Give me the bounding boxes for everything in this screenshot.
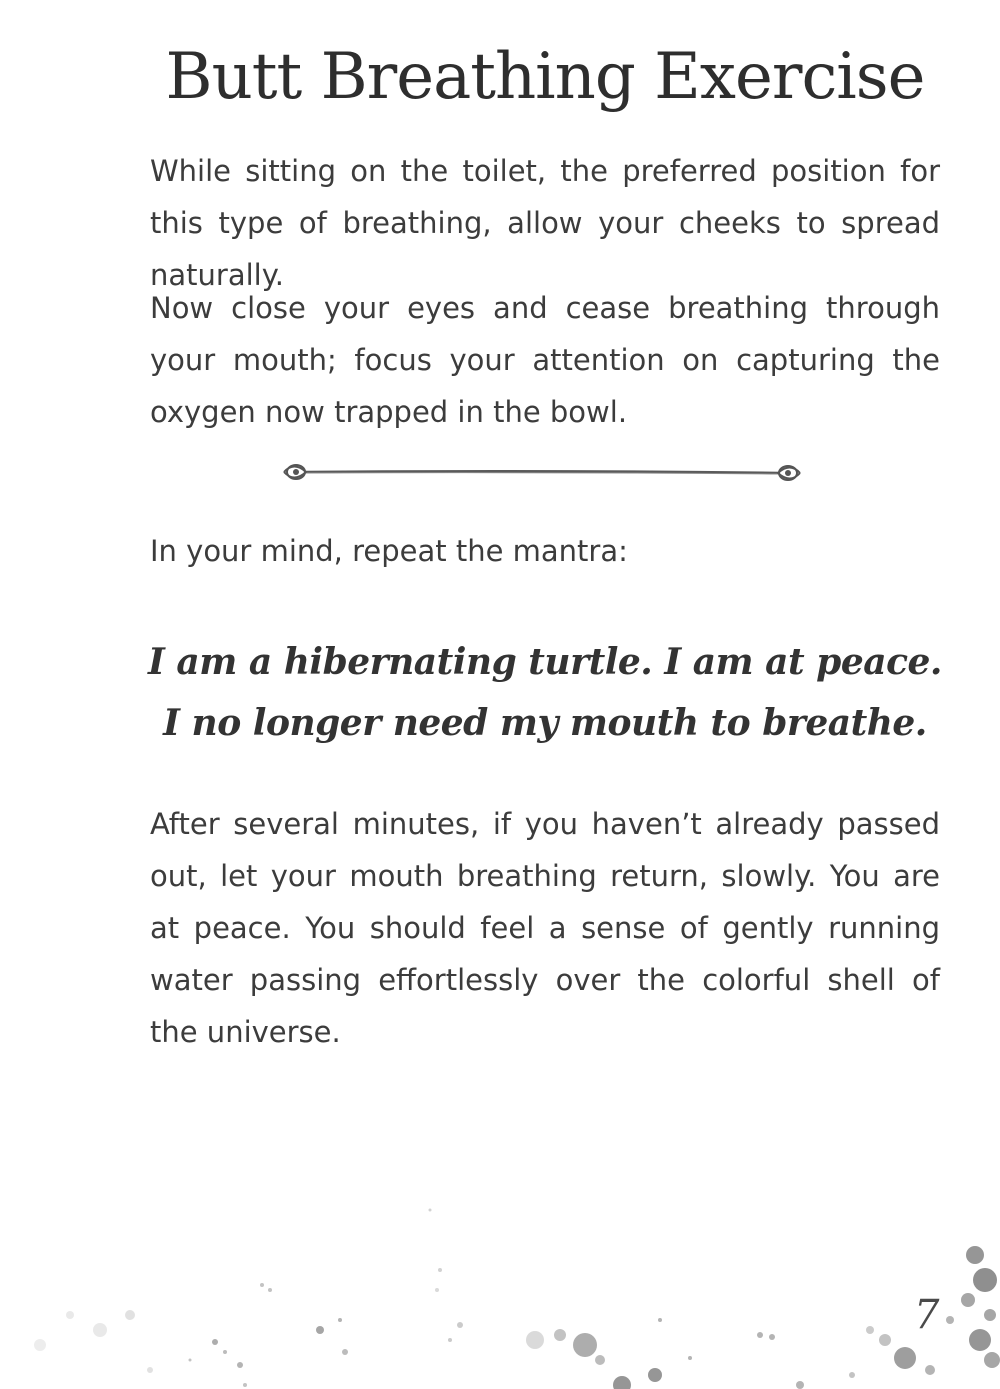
paragraph-instructions: Now close your eyes and cease breathing through your mouth; focus your attention on capturing the oxygen now trapped in the bowl. bbox=[150, 291, 940, 429]
paragraph-mantra-intro: In your mind, repeat the mantra: bbox=[150, 534, 628, 568]
mantra-line-1: I am a hibernating turtle. I am at peace. bbox=[148, 641, 942, 683]
ornamental-divider-icon bbox=[278, 455, 808, 491]
paragraph-intro: While sitting on the toilet, the preferred position for this type of breathing, allow your cheeks to spread naturally. bbox=[150, 154, 940, 292]
mantra-block bbox=[100, 632, 990, 754]
ink-splatter-icon bbox=[0, 1180, 1000, 1389]
page-number: 7 bbox=[914, 1292, 940, 1338]
page-title: Butt Breathing Exercise bbox=[165, 40, 925, 114]
paragraph-conclusion: After several minutes, if you haven’t already passed out, let your mouth breathing return, slowly. You are at peace. You should feel a sense of gently running water passing effortlessly over the colorful shell of the universe. bbox=[150, 807, 940, 1049]
mantra-line-2: I no longer need my mouth to breathe. bbox=[163, 702, 927, 744]
